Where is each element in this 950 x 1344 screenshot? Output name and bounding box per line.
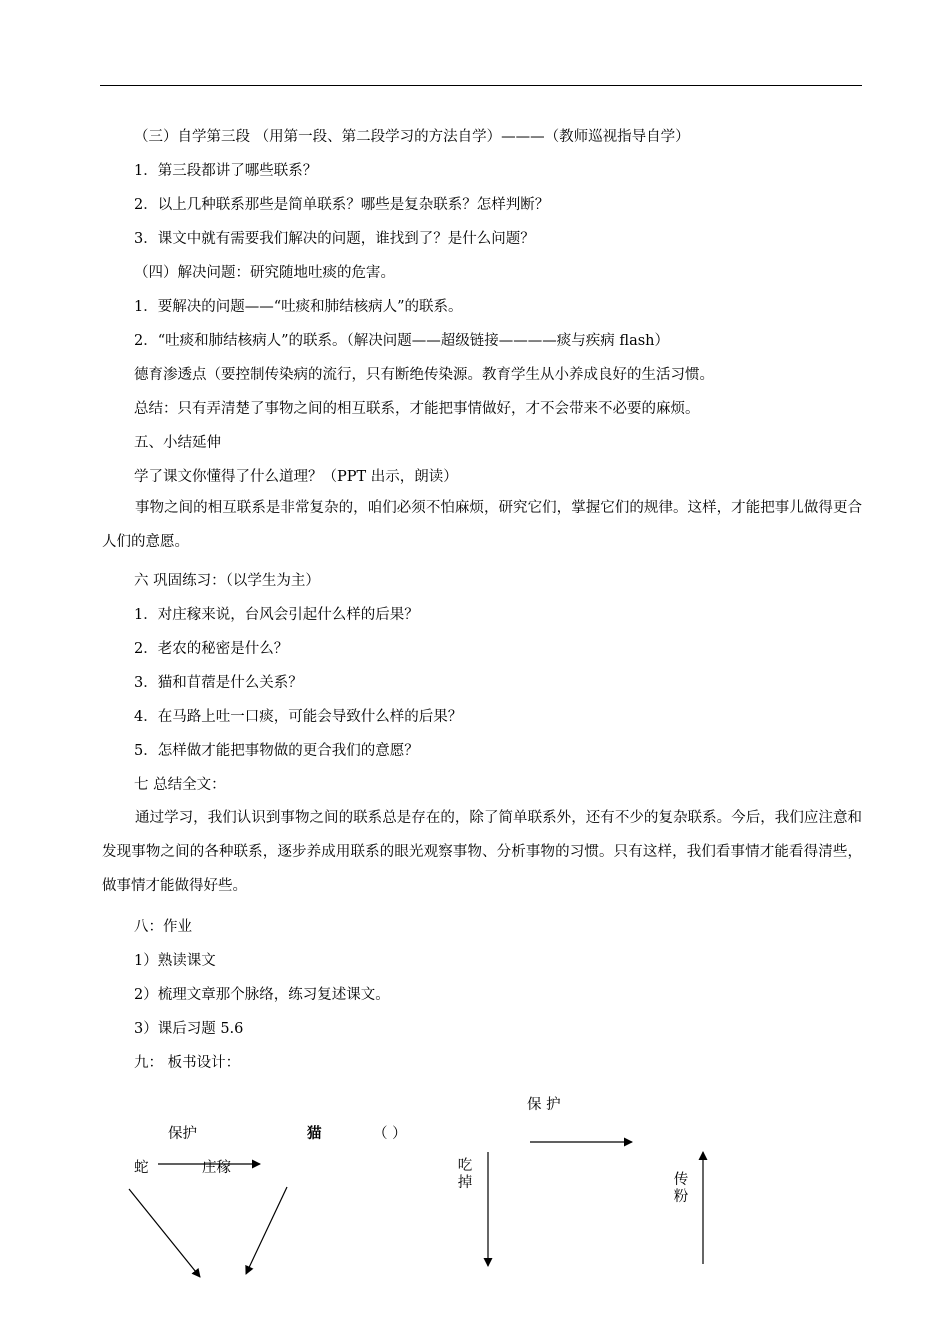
label-eat: 吃掉 (457, 1158, 473, 1191)
question-3: 3．课文中就有需要我们解决的问题，谁找到了？是什么问题？ (134, 231, 535, 247)
section-5-heading: 五、小结延伸 (134, 435, 221, 451)
section-8-heading: 八：作业 (134, 919, 192, 935)
label-snake: 蛇 (134, 1160, 149, 1176)
problem-1: 1．要解决的问题——“吐痰和肺结核病人”的联系。 (134, 299, 463, 315)
exercise-4: 4．在马路上吐一口痰，可能会导致什么样的后果？ (134, 709, 463, 725)
homework-1: 1）熟读课文 (134, 953, 216, 969)
label-crops: 庄稼 (202, 1160, 231, 1176)
exercise-1: 1．对庄稼来说，台风会引起什么样的后果？ (134, 607, 419, 623)
exercise-3: 3．猫和苜蓿是什么关系？ (134, 675, 303, 691)
label-protect-left: 保护 (168, 1126, 197, 1142)
arrow-snake-down (129, 1189, 200, 1277)
moral-education: 德育渗透点（要控制传染病的流行，只有断绝传染源。教育学生从小养成良好的生活习惯。 (134, 367, 714, 383)
section-3-heading: （三）自学第三段 （用第一段、第二段学习的方法自学）———（教师巡视指导自学） (134, 129, 690, 145)
summary: 总结：只有弄清楚了事物之间的相互联系，才能把事情做好，才不会带来不必要的麻烦。 (134, 401, 700, 417)
exercise-5: 5．怎样做才能把事物做的更合我们的意愿？ (134, 743, 419, 759)
section-7-heading: 七 总结全文： (134, 777, 226, 793)
label-protect-right: 保 护 (527, 1097, 561, 1113)
arrow-crops-down (246, 1187, 287, 1274)
section-6-heading: 六 巩固练习：（以学生为主） (134, 573, 320, 589)
label-cat: 猫 (307, 1125, 322, 1142)
problem-2: 2．“吐痰和肺结核病人”的联系。（解决问题——超级链接————痰与疾病 flash） (134, 333, 670, 349)
paragraph-conclusion: 通过学习，我们认识到事物之间的联系总是存在的，除了简单联系外，还有不少的复杂联系。今后，我们应注意和发现事物之间的各种联系，逐步养成用联系的眼光观察事物、分析事物的习惯。只有这样，我们看事情才能看得清些，做事情才能做得好些。 (102, 810, 862, 894)
section-4-heading: （四）解决问题：研究随地吐痰的危害。 (134, 265, 395, 281)
label-pollinate: 传粉 (673, 1172, 689, 1205)
label-blank: （ ） (373, 1126, 407, 1142)
section-9-heading: 九： 板书设计： (134, 1055, 241, 1071)
homework-3: 3）课后习题 5.6 (134, 1021, 244, 1037)
question-1: 1．第三段都讲了哪些联系？ (134, 163, 318, 179)
lesson-question: 学了课文你懂得了什么道理？（PPT 出示，朗读） (134, 469, 458, 485)
paragraph-relations: 事物之间的相互联系是非常复杂的，咱们必须不怕麻烦，研究它们，掌握它们的规律。这样，才能把事儿做得更合人们的意愿。 (102, 500, 862, 550)
exercise-2: 2．老农的秘密是什么？ (134, 641, 289, 657)
question-2: 2．以上几种联系那些是简单联系？哪些是复杂联系？怎样判断？ (134, 197, 550, 213)
homework-2: 2）梳理文章那个脉络，练习复述课文。 (134, 987, 390, 1003)
